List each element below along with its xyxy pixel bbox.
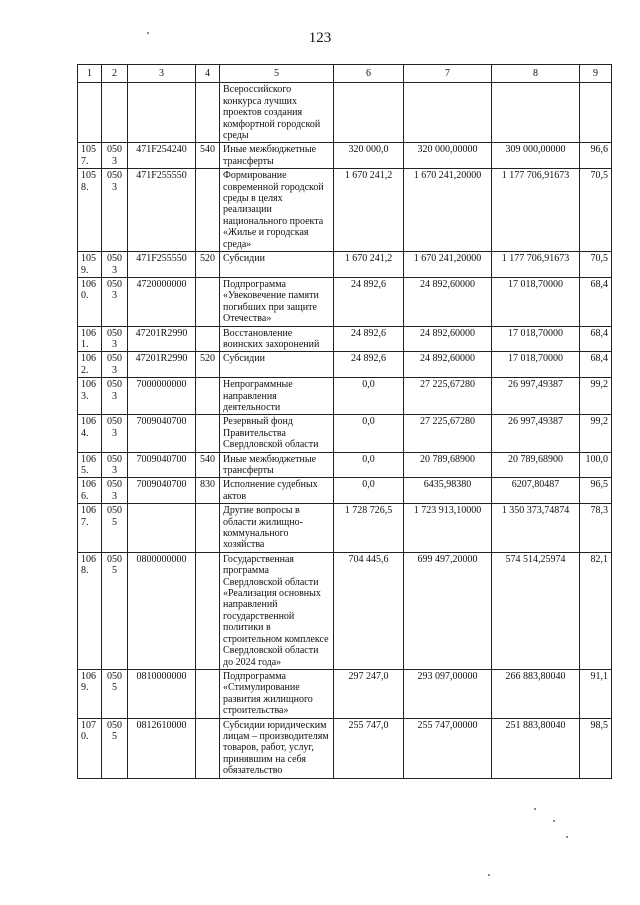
table-cell: 100,0 [580, 452, 612, 478]
table-cell: 0505 [102, 718, 128, 778]
table-cell: 68,4 [580, 277, 612, 326]
table-cell: 20 789,68900 [492, 452, 580, 478]
table-cell: 0,0 [334, 478, 404, 504]
table-cell [196, 277, 220, 326]
column-header: 6 [334, 65, 404, 83]
column-header: 1 [78, 65, 102, 83]
table-cell [334, 83, 404, 143]
table-cell: Субсидии [220, 252, 334, 278]
table-cell: 24 892,60000 [404, 326, 492, 352]
table-cell: 0503 [102, 143, 128, 169]
table-cell [102, 83, 128, 143]
table-row [78, 143, 612, 169]
table-row [78, 552, 612, 669]
table-cell: 471F254240 [128, 143, 196, 169]
table-cell: 540 [196, 452, 220, 478]
table-cell [196, 552, 220, 669]
column-header: 5 [220, 65, 334, 83]
table-cell: 0503 [102, 415, 128, 452]
table-cell: Формирование современной городской среды в целях реализации национального проекта «Жилье и городская среда» [220, 169, 334, 252]
table-cell: 293 097,00000 [404, 669, 492, 718]
table-cell: 70,5 [580, 169, 612, 252]
scan-speck [147, 32, 149, 34]
table-cell [196, 504, 220, 553]
table-cell: 0812610000 [128, 718, 196, 778]
table-cell: 1063. [78, 378, 102, 415]
table-cell: 1 670 241,20000 [404, 252, 492, 278]
table-cell: 266 883,80040 [492, 669, 580, 718]
table-cell: 24 892,6 [334, 277, 404, 326]
table-cell: 1060. [78, 277, 102, 326]
table-cell: 830 [196, 478, 220, 504]
table-row [78, 718, 612, 778]
table-cell [404, 83, 492, 143]
table-cell: 704 445,6 [334, 552, 404, 669]
table-cell: 1 670 241,20000 [404, 169, 492, 252]
table-cell [580, 83, 612, 143]
table-cell: 24 892,60000 [404, 352, 492, 378]
table-cell: 1062. [78, 352, 102, 378]
table-cell: 6435,98380 [404, 478, 492, 504]
table-cell: 99,2 [580, 415, 612, 452]
table-cell: 26 997,49387 [492, 415, 580, 452]
table-cell [196, 669, 220, 718]
table-cell [78, 83, 102, 143]
table-cell: 0,0 [334, 378, 404, 415]
table-cell: 1057. [78, 143, 102, 169]
table-cell: 0505 [102, 669, 128, 718]
table-cell [128, 83, 196, 143]
table-cell: 1068. [78, 552, 102, 669]
table-body [78, 83, 612, 778]
table-cell: 27 225,67280 [404, 378, 492, 415]
table-cell: 99,2 [580, 378, 612, 415]
table-cell: 471F255550 [128, 252, 196, 278]
table-cell [196, 378, 220, 415]
table-cell: Восстановление воинских захоронений [220, 326, 334, 352]
table-cell: 1069. [78, 669, 102, 718]
table-cell: Исполнение судебных актов [220, 478, 334, 504]
table-cell: 20 789,68900 [404, 452, 492, 478]
table-cell: Иные межбюджетные трансферты [220, 452, 334, 478]
table-cell: 1 728 726,5 [334, 504, 404, 553]
table-row [78, 83, 612, 143]
table-cell: 1065. [78, 452, 102, 478]
table-cell: 1064. [78, 415, 102, 452]
table-cell: Подпрограмма «Стимулирование развития жилищного строительства» [220, 669, 334, 718]
table-cell: 1 177 706,91673 [492, 252, 580, 278]
table-cell: 1061. [78, 326, 102, 352]
table-cell: Субсидии [220, 352, 334, 378]
table-cell: 0,0 [334, 415, 404, 452]
table-cell: 0810000000 [128, 669, 196, 718]
table-cell: 520 [196, 252, 220, 278]
table-cell: 7009040700 [128, 452, 196, 478]
table-cell: 255 747,00000 [404, 718, 492, 778]
table-cell: 1 177 706,91673 [492, 169, 580, 252]
table-cell: 17 018,70000 [492, 352, 580, 378]
table-cell: 17 018,70000 [492, 277, 580, 326]
table-cell [492, 83, 580, 143]
table-cell: 24 892,6 [334, 352, 404, 378]
table-cell: 471F255550 [128, 169, 196, 252]
table-cell: 0503 [102, 252, 128, 278]
table-cell: 7000000000 [128, 378, 196, 415]
table-cell [196, 326, 220, 352]
table-cell: 96,6 [580, 143, 612, 169]
table-cell: 26 997,49387 [492, 378, 580, 415]
table-cell: 1 350 373,74874 [492, 504, 580, 553]
table-cell: 1067. [78, 504, 102, 553]
table-cell: 320 000,00000 [404, 143, 492, 169]
table-cell: 7009040700 [128, 478, 196, 504]
table-cell: 0503 [102, 378, 128, 415]
table-row [78, 277, 612, 326]
table-row [78, 378, 612, 415]
table-cell [196, 169, 220, 252]
table-cell: 47201R2990 [128, 326, 196, 352]
table-cell: 520 [196, 352, 220, 378]
table-row [78, 415, 612, 452]
table-cell: 0800000000 [128, 552, 196, 669]
column-header: 8 [492, 65, 580, 83]
table-cell: Другие вопросы в области жилищно-коммунального хозяйства [220, 504, 334, 553]
table-cell: 24 892,6 [334, 326, 404, 352]
table-cell: 0503 [102, 277, 128, 326]
table-cell: 699 497,20000 [404, 552, 492, 669]
table-cell: 309 000,00000 [492, 143, 580, 169]
table-cell: 17 018,70000 [492, 326, 580, 352]
table-cell: 7009040700 [128, 415, 196, 452]
table-cell: 320 000,0 [334, 143, 404, 169]
table-cell: 98,5 [580, 718, 612, 778]
table-cell: 78,3 [580, 504, 612, 553]
scan-speck [488, 874, 490, 876]
table-header-row [78, 65, 612, 83]
table-cell: 251 883,80040 [492, 718, 580, 778]
table-row [78, 478, 612, 504]
table-cell: Подпрограмма «Увековечение памяти погибших при защите Отечества» [220, 277, 334, 326]
scan-speck [553, 820, 555, 822]
table-cell: 91,1 [580, 669, 612, 718]
table-cell [196, 415, 220, 452]
table-cell: Непрограммные направления деятельности [220, 378, 334, 415]
table-cell: 1066. [78, 478, 102, 504]
table-cell: 297 247,0 [334, 669, 404, 718]
table-cell: 1058. [78, 169, 102, 252]
table-cell: 68,4 [580, 352, 612, 378]
table-row [78, 252, 612, 278]
table-cell: 1059. [78, 252, 102, 278]
table-cell [196, 718, 220, 778]
table-cell: 96,5 [580, 478, 612, 504]
table-cell: 4720000000 [128, 277, 196, 326]
scan-speck [566, 836, 568, 838]
table-cell: 0505 [102, 552, 128, 669]
budget-table [77, 64, 612, 779]
table-cell [128, 504, 196, 553]
table-row [78, 352, 612, 378]
column-header: 2 [102, 65, 128, 83]
table-cell: 82,1 [580, 552, 612, 669]
table-cell: 0,0 [334, 452, 404, 478]
table-cell: Государственная программа Свердловской области «Реализация основных направлений государственной политики в строительном комплексе Свердловской области до 2024 года» [220, 552, 334, 669]
table-cell [196, 83, 220, 143]
table-cell: 255 747,0 [334, 718, 404, 778]
table-cell: 27 225,67280 [404, 415, 492, 452]
scan-speck [534, 808, 536, 810]
table-cell: 1 670 241,2 [334, 252, 404, 278]
table-cell: 1 670 241,2 [334, 169, 404, 252]
page-number: 123 [308, 30, 332, 46]
column-header: 3 [128, 65, 196, 83]
table-row [78, 504, 612, 553]
column-header: 9 [580, 65, 612, 83]
table-row [78, 452, 612, 478]
table-cell: 68,4 [580, 326, 612, 352]
table-cell: 0503 [102, 478, 128, 504]
table-cell: 70,5 [580, 252, 612, 278]
table-cell: 1 723 913,10000 [404, 504, 492, 553]
table-cell: 540 [196, 143, 220, 169]
table-cell: 0503 [102, 326, 128, 352]
table-cell: 24 892,60000 [404, 277, 492, 326]
table-cell: Резервный фонд Правительства Свердловской области [220, 415, 334, 452]
table-row [78, 326, 612, 352]
table-cell: 0503 [102, 452, 128, 478]
table-cell: Субсидии юридическим лицам – производителям товаров, работ, услуг, принявшим на себя обязательство [220, 718, 334, 778]
table-row [78, 169, 612, 252]
table-cell: 6207,80487 [492, 478, 580, 504]
column-header: 4 [196, 65, 220, 83]
column-header: 7 [404, 65, 492, 83]
table-cell: 574 514,25974 [492, 552, 580, 669]
table-cell: 0503 [102, 352, 128, 378]
table-cell: 0503 [102, 169, 128, 252]
table-cell: 1070. [78, 718, 102, 778]
table-cell: 0505 [102, 504, 128, 553]
table-cell: Всероссийского конкурса лучших проектов создания комфортной городской среды [220, 83, 334, 143]
table-cell: Иные межбюджетные трансферты [220, 143, 334, 169]
table-row [78, 669, 612, 718]
table-cell: 47201R2990 [128, 352, 196, 378]
